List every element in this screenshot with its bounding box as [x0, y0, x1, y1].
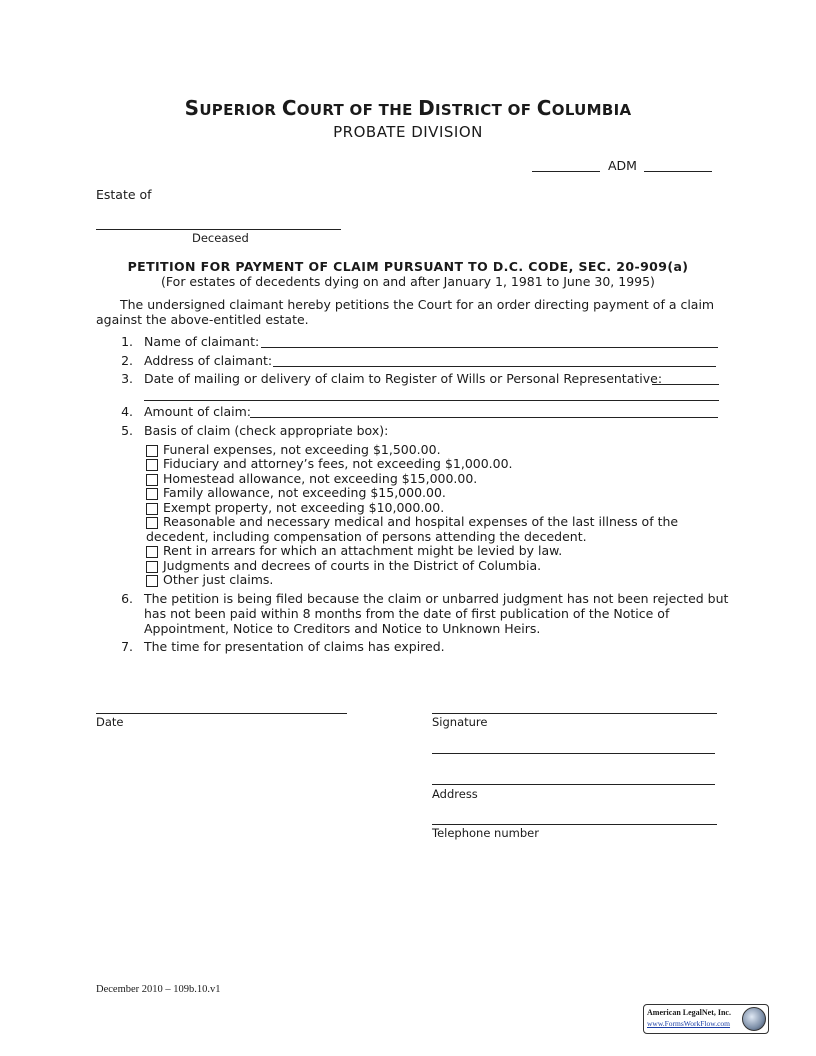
petition-title: PETITION FOR PAYMENT OF CLAIM PURSUANT TO D.C. CODE, SEC. 20-909(a) — [127, 259, 689, 274]
court-name-part: OLUMBIA — [551, 101, 632, 119]
funeral-expenses-checkbox[interactable] — [146, 445, 158, 457]
adm-label: ADM — [608, 158, 637, 173]
signature-field[interactable] — [432, 713, 717, 714]
claimant-name-label: Name of claimant: — [144, 334, 260, 349]
court-name-part: C — [281, 96, 297, 120]
court-name-part: UPERIOR — [199, 101, 282, 119]
exempt-property-checkbox[interactable] — [146, 503, 158, 515]
claim-amount-field[interactable] — [250, 417, 718, 418]
address-field-line1[interactable] — [432, 753, 715, 754]
court-name-part: OURT OF THE — [296, 101, 419, 119]
claimant-name-field[interactable] — [261, 347, 718, 348]
claim-delivery-date-label: Date of mailing or delivery of claim to Register of Wills or Personal Representative: — [144, 371, 663, 386]
item-number: 5. — [121, 423, 133, 438]
intro-text-line2: against the above-entitled estate. — [96, 312, 309, 327]
claim-amount-label: Amount of claim: — [144, 404, 251, 419]
item-number: 3. — [121, 371, 133, 386]
other-claims-label: Other just claims. — [163, 572, 274, 587]
globe-icon — [742, 1007, 766, 1031]
item-number: 2. — [121, 353, 133, 368]
telephone-label: Telephone number — [432, 826, 539, 840]
medical-expenses-label-line1: Reasonable and necessary medical and hospital expenses of the last illness of the — [163, 514, 679, 529]
court-name-part: D — [418, 96, 436, 120]
fiduciary-fees-label: Fiduciary and attorney’s fees, not exceeding $1,000.00. — [163, 456, 513, 471]
item-number: 1. — [121, 334, 133, 349]
item-number: 6. — [121, 591, 133, 606]
address-field-line2[interactable] — [432, 784, 715, 785]
rent-arrears-label: Rent in arrears for which an attachment might be levied by law. — [163, 543, 563, 558]
basis-of-claim-label: Basis of claim (check appropriate box): — [144, 423, 389, 438]
family-allowance-checkbox[interactable] — [146, 488, 158, 500]
form-id: December 2010 – 109b.10.v1 — [96, 984, 221, 995]
deceased-label: Deceased — [192, 231, 249, 245]
telephone-field[interactable] — [432, 824, 717, 825]
item7-text: The time for presentation of claims has expired. — [144, 639, 445, 654]
intro-text-line1: The undersigned claimant hereby petitions the Court for an order directing payment of a claim — [120, 297, 715, 312]
homestead-allowance-checkbox[interactable] — [146, 474, 158, 486]
judgments-checkbox[interactable] — [146, 561, 158, 573]
funeral-expenses-label: Funeral expenses, not exceeding $1,500.00. — [163, 442, 441, 457]
item6-text-line1: The petition is being filed because the claim or unbarred judgment has not been rejected but — [144, 591, 729, 606]
fiduciary-fees-checkbox[interactable] — [146, 459, 158, 471]
homestead-allowance-label: Homestead allowance, not exceeding $15,000.00. — [163, 471, 478, 486]
other-claims-checkbox[interactable] — [146, 575, 158, 587]
date-field[interactable] — [96, 713, 347, 714]
court-name-part: ISTRICT OF — [435, 101, 537, 119]
date-label: Date — [96, 715, 124, 729]
family-allowance-label: Family allowance, not exceeding $15,000.00. — [163, 485, 446, 500]
publisher-website[interactable]: www.FormsWorkFlow.com — [647, 1019, 731, 1028]
claimant-address-field[interactable] — [273, 366, 716, 367]
claim-delivery-date-field[interactable] — [652, 384, 719, 385]
publisher-logo[interactable] — [643, 1004, 769, 1034]
court-name-part: S — [184, 96, 200, 120]
rent-arrears-checkbox[interactable] — [146, 546, 158, 558]
item6-text-line2: has not been paid within 8 months from the date of first publication of the Notice of — [144, 606, 670, 621]
petition-subtitle: (For estates of decedents dying on and after January 1, 1981 to June 30, 1995) — [161, 274, 655, 289]
division-name: PROBATE DIVISION — [333, 123, 483, 141]
estate-label: Estate of — [96, 187, 152, 202]
medical-expenses-label-line2: decedent, including compensation of persons attending the decedent. — [146, 529, 587, 544]
signature-label: Signature — [432, 715, 488, 729]
medical-expenses-checkbox[interactable] — [146, 517, 158, 529]
item-number: 7. — [121, 639, 133, 654]
claim-delivery-date-continuation-field[interactable] — [144, 400, 719, 401]
court-name — [0, 96, 816, 120]
decedent-name-field[interactable] — [96, 229, 341, 230]
adm-number-field[interactable] — [644, 171, 712, 172]
exempt-property-label: Exempt property, not exceeding $10,000.00. — [163, 500, 445, 515]
adm-prefix-field[interactable] — [532, 171, 600, 172]
address-label: Address — [432, 787, 478, 801]
judgments-label: Judgments and decrees of courts in the District of Columbia. — [163, 558, 542, 573]
publisher-name: American LegalNet, Inc. — [647, 1008, 731, 1017]
item-number: 4. — [121, 404, 133, 419]
item6-text-line3: Appointment, Notice to Creditors and Notice to Unknown Heirs. — [144, 621, 541, 636]
claimant-address-label: Address of claimant: — [144, 353, 273, 368]
court-name-part: C — [536, 96, 552, 120]
